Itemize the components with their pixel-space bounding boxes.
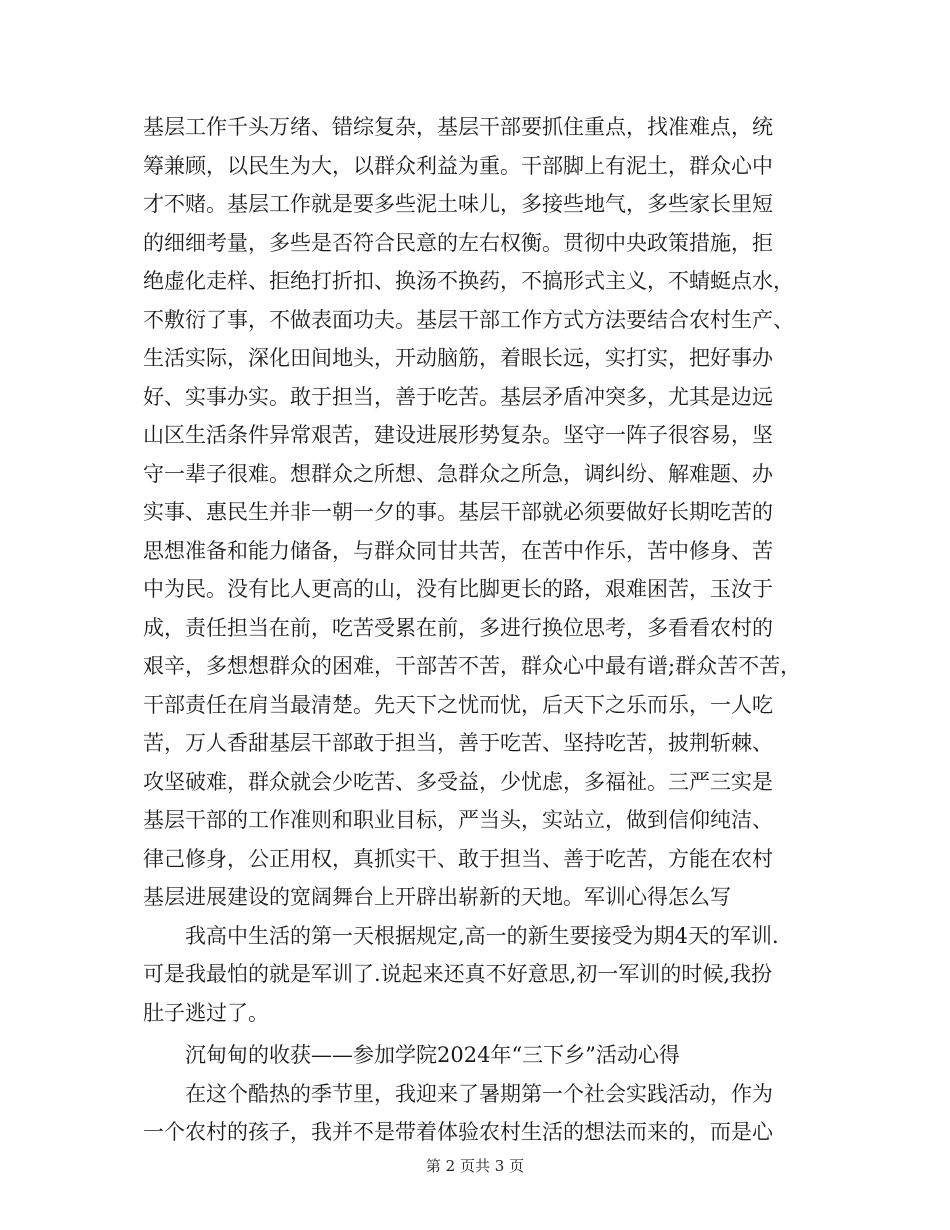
- text-line: 苦，万人香甜基层干部敢于担当，善于吃苦、坚持吃苦，披荆斩棘、: [143, 731, 773, 755]
- text-line: 才不赌。基层工作就是要多些泥土味儿，多接些地气，多些家长里短: [143, 192, 773, 216]
- text-line: 律己修身，公正用权，真抓实干、敢于担当、善于吃苦，方能在农村: [143, 846, 773, 871]
- text-line: 中为民。没有比人更高的山，没有比脚更长的路，艰难困苦，玉汝于: [143, 577, 773, 601]
- text-line: 基层工作千头万绪、错综复杂，基层干部要抓住重点，找准难点，统: [143, 115, 773, 139]
- text-line: 生活实际，深化田间地头，开动脑筋，着眼长远，实打实，把好事办: [143, 346, 773, 370]
- text-line: 我高中生活的第一天根据规定,高一的新生要接受为期4天的军训.: [185, 923, 779, 948]
- text-line: 在这个酷热的季节里，我迎来了暑期第一个社会实践活动，作为: [185, 1081, 773, 1106]
- text-line: 守一辈子很难。想群众之所想、急群众之所急，调纠纷、解难题、办: [143, 461, 773, 486]
- text-line: 不敷衍了事，不做表面功夫。基层干部工作方式方法要结合农村生产、: [143, 307, 794, 332]
- text-line: 可是我最怕的就是军训了.说起来还真不好意思,初一军训的时候,我扮: [143, 962, 773, 986]
- text-line: 攻坚破难，群众就会少吃苦、多受益，少忧虑，多福祉。三严三实是: [143, 769, 773, 794]
- text-line: 一个农村的孩子，我并不是带着体验农村生活的想法而来的，而是心: [143, 1120, 773, 1144]
- page-number: 第 2 页共 3 页: [425, 1157, 525, 1175]
- text-line: 的细细考量，多些是否符合民意的左右权衡。贯彻中央政策措施，拒: [143, 230, 773, 255]
- paragraph-3: [143, 1075, 823, 1152]
- text-line: 肚子逃过了。: [143, 1000, 269, 1025]
- text-line: 山区生活条件异常艰苦，建设进展形势复杂。坚守一阵子很容易，坚: [143, 423, 773, 447]
- text-line: 好、实事办实。敢于担当，善于吃苦。基层矛盾冲突多，尤其是边远: [143, 384, 773, 409]
- text-line: 艰辛，多想想群众的困难，干部苦不苦，群众心中最有谱;群众苦不苦，: [143, 654, 802, 678]
- section-heading: 沉甸甸的收获——参加学院2024年“三下乡”活动心得: [185, 1043, 680, 1067]
- text-line: 基层进展建设的宽阔舞台上开辟出崭新的天地。军训心得怎么写: [143, 885, 731, 909]
- paragraph-2: [143, 917, 823, 1033]
- text-line: 干部责任在肩当最清楚。先天下之忧而忧，后天下之乐而乐，一人吃: [143, 692, 773, 717]
- text-line: 思想准备和能力储备，与群众同甘共苦，在苦中作乐，苦中修身、苦: [143, 538, 773, 563]
- text-line: 筹兼顾，以民生为大，以群众利益为重。干部脚上有泥土，群众心中: [143, 153, 773, 178]
- document-body: [143, 108, 823, 1152]
- text-line: 实事、惠民生并非一朝一夕的事。基层干部就必须要做好长期吃苦的: [143, 500, 773, 524]
- paragraph-1: [143, 108, 823, 917]
- text-line: 基层干部的工作准则和职业目标，严当头，实站立，做到信仰纯洁、: [143, 808, 773, 832]
- text-line: 成，责任担当在前，吃苦受累在前，多进行换位思考，多看看农村的: [143, 615, 773, 640]
- text-line: 绝虚化走样、拒绝打折扣、换汤不换药，不搞形式主义，不蜻蜓点水，: [143, 269, 794, 293]
